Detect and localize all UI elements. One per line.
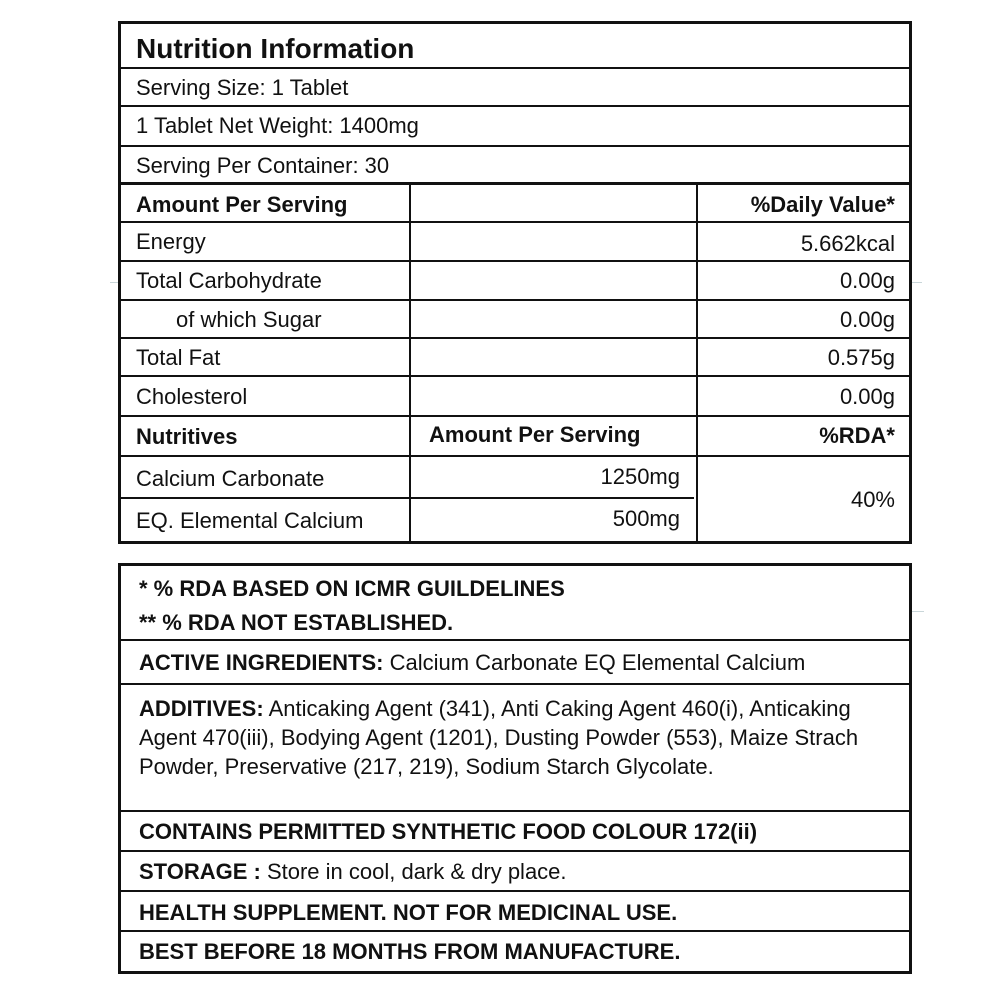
net-weight-row — [121, 107, 909, 147]
nutrient-value: 0.00g — [839, 307, 895, 332]
nutrient-name: Energy — [136, 229, 206, 254]
nutrient-value: 0.00g — [839, 268, 895, 293]
nutrient-value: 5.662kcal — [800, 231, 895, 256]
nutrient-name: Total Carbohydrate — [136, 268, 322, 293]
active-ingredients-row — [121, 641, 909, 685]
net-weight-text: 1 Tablet Net Weight: 1400mg — [136, 113, 419, 138]
best-before-row — [121, 932, 909, 971]
nutrient-grid — [121, 185, 909, 541]
nutrient-name: of which Sugar — [176, 307, 322, 332]
additives-value: Anticaking Agent (341), Anti Caking Agent 460(i), Anticaking Agent 470(iii), Bodying Agent (1201), Dusting Powder (553), Maize Strach Powder, Preservative (217, 219), Sodium Starch Glycolate. — [139, 696, 859, 779]
nutritive-amount: 500mg — [612, 506, 680, 531]
nutrient-row — [121, 377, 909, 417]
nutritives-header-col3: %RDA* — [819, 423, 895, 448]
nutritive-amount: 1250mg — [600, 464, 680, 489]
active-ingredients-value: Calcium Carbonate EQ Elemental Calcium — [383, 650, 806, 675]
storage-label: STORAGE : — [139, 859, 261, 884]
serving-size-text: Serving Size: 1 Tablet — [136, 75, 349, 100]
column-divider — [696, 185, 698, 541]
nutrient-row — [121, 223, 909, 262]
nutritive-name: EQ. Elemental Calcium — [136, 508, 364, 533]
background-line — [912, 282, 922, 283]
rda-notes-row — [121, 566, 909, 641]
nutritive-name: Calcium Carbonate — [136, 466, 325, 491]
column-divider — [409, 185, 411, 541]
servings-per-container-row — [121, 147, 909, 185]
nutritive-row — [121, 457, 694, 499]
nutritives-header-col2: Amount Per Serving — [429, 422, 641, 447]
storage-value: Store in cool, dark & dry place. — [260, 859, 567, 884]
best-before-text: BEST BEFORE 18 MONTHS FROM MANUFACTURE. — [139, 939, 681, 964]
active-ingredients-text — [139, 652, 805, 674]
active-ingredients-label: ACTIVE INGREDIENTS: — [139, 650, 384, 675]
nutrients-header-row — [121, 185, 909, 223]
nutritives-header-row — [121, 417, 909, 457]
page-title: Nutrition Information — [136, 33, 415, 64]
nutrient-name: Cholesterol — [136, 384, 248, 409]
nutrient-row — [121, 262, 909, 301]
nutrient-value: 0.00g — [839, 384, 895, 409]
nutrient-row — [121, 301, 909, 339]
background-line — [110, 282, 118, 283]
nutrient-name: Total Fat — [136, 345, 221, 370]
rda-note-2: ** % RDA NOT ESTABLISHED. — [139, 610, 454, 635]
additives-row — [121, 685, 909, 812]
rda-note-1: * % RDA BASED ON ICMR GUILDELINES — [139, 576, 565, 601]
health-supplement-text: HEALTH SUPPLEMENT. NOT FOR MEDICINAL USE. — [139, 900, 678, 925]
additives-text — [139, 694, 879, 781]
nutrient-value: 0.575g — [827, 345, 895, 370]
title-row — [121, 24, 909, 69]
additives-label: ADDITIVES: — [139, 696, 264, 721]
background-line — [912, 611, 924, 612]
nutritive-row — [121, 499, 694, 541]
food-colour-text: CONTAINS PERMITTED SYNTHETIC FOOD COLOUR 172(ii) — [139, 819, 758, 844]
nutrients-header-col3: %Daily Value* — [750, 192, 895, 217]
food-colour-row — [121, 812, 909, 852]
storage-row — [121, 852, 909, 892]
label-notes-panel — [118, 563, 912, 974]
health-supplement-row — [121, 892, 909, 932]
rda-value: 40% — [850, 487, 895, 512]
nutrients-header-col1: Amount Per Serving — [136, 192, 348, 217]
nutritives-header-col1: Nutritives — [136, 424, 238, 449]
servings-per-container-text: Serving Per Container: 30 — [136, 153, 390, 178]
nutrient-row — [121, 339, 909, 377]
serving-size-row — [121, 69, 909, 107]
nutrition-information-panel — [118, 21, 912, 544]
storage-text — [139, 861, 567, 883]
